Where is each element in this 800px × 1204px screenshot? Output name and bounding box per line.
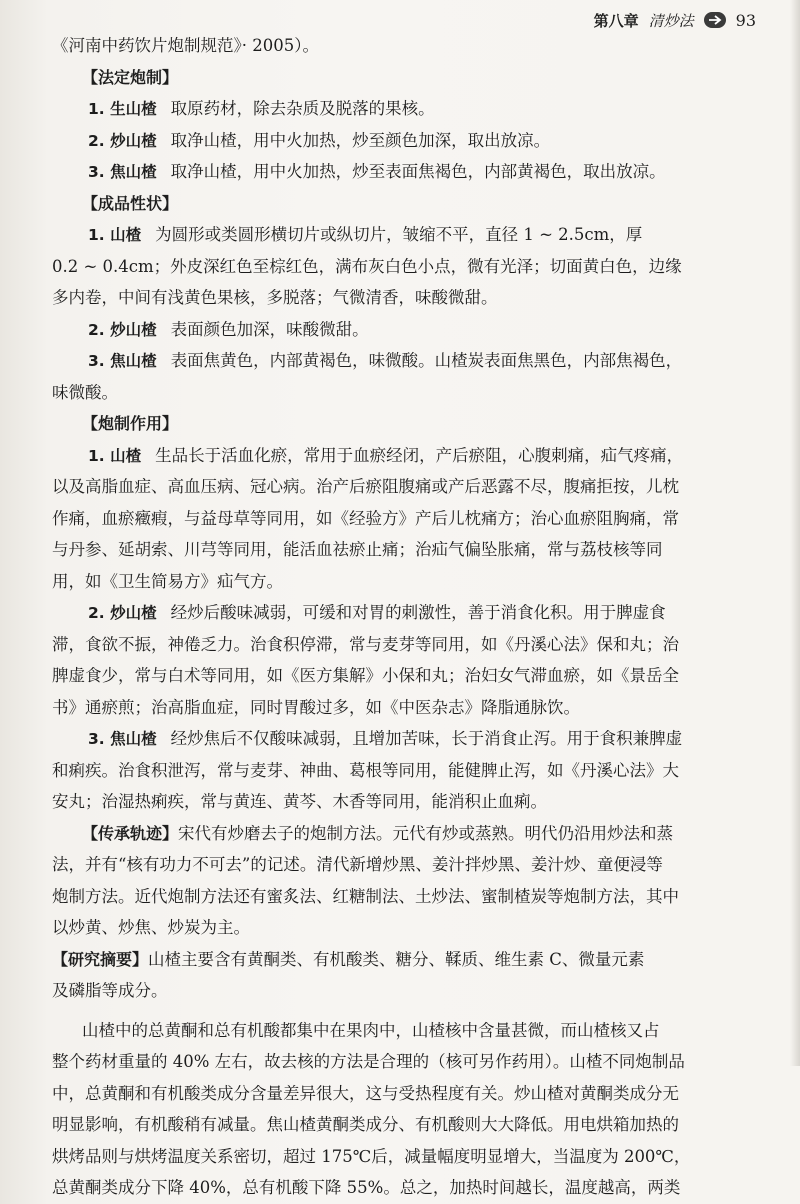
text-line: 0.2 ~ 0.4cm；外皮深红色至棕红色，满布灰白色小点，微有光泽；切面黄白色，边缘 <box>52 256 682 276</box>
list-item: 2. 炒山楂 经炒后酸味减弱，可缓和对胃的刺激性，善于消食化积。用于脾虚食 <box>88 603 666 622</box>
page-edge-shadow <box>790 0 800 1066</box>
text-line: 书》通瘀煎；治高脂血症，同时胃酸过多，如《中医杂志》降脂通脉饮。 <box>52 697 580 717</box>
text-line: 整个药材重量的 40% 左右，故去核的方法是合理的（核可另作药用）。山楂不同炮制品 <box>52 1052 685 1071</box>
heading-xingzhuang: 【成品性状】 <box>82 193 179 213</box>
arrow-right-icon <box>704 12 726 28</box>
text-line: 炮制方法。近代炮制方法还有蜜炙法、红糖制法、土炒法、蜜制楂炭等炮制方法，其中 <box>52 886 679 906</box>
list-item: 3. 焦山楂 经炒焦后不仅酸味减弱，且增加苦味，长于消食止泻。用于食积兼脾虚 <box>88 729 683 748</box>
list-item: 1. 山楂 为圆形或类圆形横切片或纵切片，皱缩不平，直径 1 ~ 2.5cm，厚 <box>88 225 643 244</box>
text-line: 脾虚食少，常与白术等同用，如《医方集解》小保和丸；治妇女气滞血瘀，如《景岳全 <box>52 666 679 685</box>
text-line: 以炒黄、炒焦、炒炭为主。 <box>52 918 250 937</box>
heading-chuancheng: 【传承轨迹】 <box>82 823 179 843</box>
heading-yanjiu: 【研究摘要】 <box>52 949 149 969</box>
text-line: 味微酸。 <box>52 382 118 402</box>
text-line: 中，总黄酮和有机酸类成分含量差异很大，这与受热程度有关。炒山楂对黄酮类成分无 <box>52 1083 679 1103</box>
text-line: 总黄酮类成分下降 40%，总有机酸下降 55%。总之，加热时间越长，温度越高，两类 <box>52 1178 681 1197</box>
section-title: 清炒法 <box>648 11 694 30</box>
text-line: 多内卷，中间有浅黄色果核，多脱落；气微清香，味酸微甜。 <box>52 288 498 307</box>
heading-fading: 【法定炮制】 <box>82 67 179 87</box>
text-line: 山楂中的总黄酮和总有机酸都集中在果肉中，山楂核中含量甚微，而山楂核又占 <box>82 1020 660 1040</box>
text-line: 及磷脂等成分。 <box>52 981 168 1000</box>
heading-zuoyong: 【炮制作用】 <box>82 414 179 433</box>
list-item: 【研究摘要】山楂主要含有黄酮类、有机酸类、糖分、鞣质、维生素 C、微量元素 <box>52 949 645 969</box>
text-line: 以及高脂血症、高血压病、冠心病。治产后瘀阻腹痛或产后恶露不尽，腹痛拒按，儿枕 <box>52 477 679 496</box>
list-item: 【传承轨迹】宋代有炒磨去子的炮制方法。元代有炒或蒸熟。明代仍沿用炒法和蒸 <box>82 823 674 843</box>
list-item: 2. 炒山楂 取净山楂，用中火加热，炒至颜色加深，取出放凉。 <box>88 130 551 150</box>
page-body <box>52 30 752 1204</box>
text-line: 和痢疾。治食积泄泻，常与麦芽、神曲、葛根等同用，能健脾止泻，如《丹溪心法》大 <box>52 760 679 780</box>
text-line: 用，如《卫生简易方》疝气方。 <box>52 571 283 591</box>
text-line: 安丸；治湿热痢疾，常与黄连、黄芩、木香等同用，能消积止血痢。 <box>52 792 547 811</box>
text-line: 烘烤品则与烘烤温度关系密切，超过 175℃后，减量幅度明显增大，当温度为 200℃， <box>52 1146 691 1166</box>
page-number: 93 <box>735 10 756 30</box>
list-item: 2. 炒山楂 表面颜色加深，味酸微甜。 <box>88 319 369 339</box>
text-line: 与丹参、延胡索、川芎等同用，能活血祛瘀止痛；治疝气偏坠胀痛，常与荔枝核等同 <box>52 540 663 559</box>
text-line: 明显影响，有机酸稍有减量。焦山楂黄酮类成分、有机酸则大大降低。用电烘箱加热的 <box>52 1115 679 1134</box>
intro-line: 《河南中药饮片炮制规范》· 2005）。 <box>52 36 319 55</box>
text-line: 作痛，血瘀癥瘕，与益母草等同用，如《经验方》产后儿枕痛方；治心血瘀阻胸痛，常 <box>52 508 679 528</box>
list-item: 1. 生山楂 取原药材，除去杂质及脱落的果核。 <box>88 99 435 118</box>
list-item: 1. 山楂 生品长于活血化瘀，常用于血瘀经闭，产后瘀阻，心腹刺痛，疝气疼痛， <box>88 445 684 465</box>
chapter-label: 第八章 <box>593 11 639 30</box>
list-item: 3. 焦山楂 取净山楂，用中火加热，炒至表面焦褐色，内部黄褐色，取出放凉。 <box>88 162 666 181</box>
text-line: 滞，食欲不振，神倦乏力。治食积停滞，常与麦芽等同用，如《丹溪心法》保和丸；治 <box>52 634 679 654</box>
list-item: 3. 焦山楂 表面焦黄色，内部黄褐色，味微酸。山楂炭表面焦黑色，内部焦褐色， <box>88 351 683 370</box>
text-line: 法，并有“核有功力不可去”的记述。清代新增炒黑、姜汁拌炒黑、姜汁炒、童便浸等 <box>52 855 663 874</box>
